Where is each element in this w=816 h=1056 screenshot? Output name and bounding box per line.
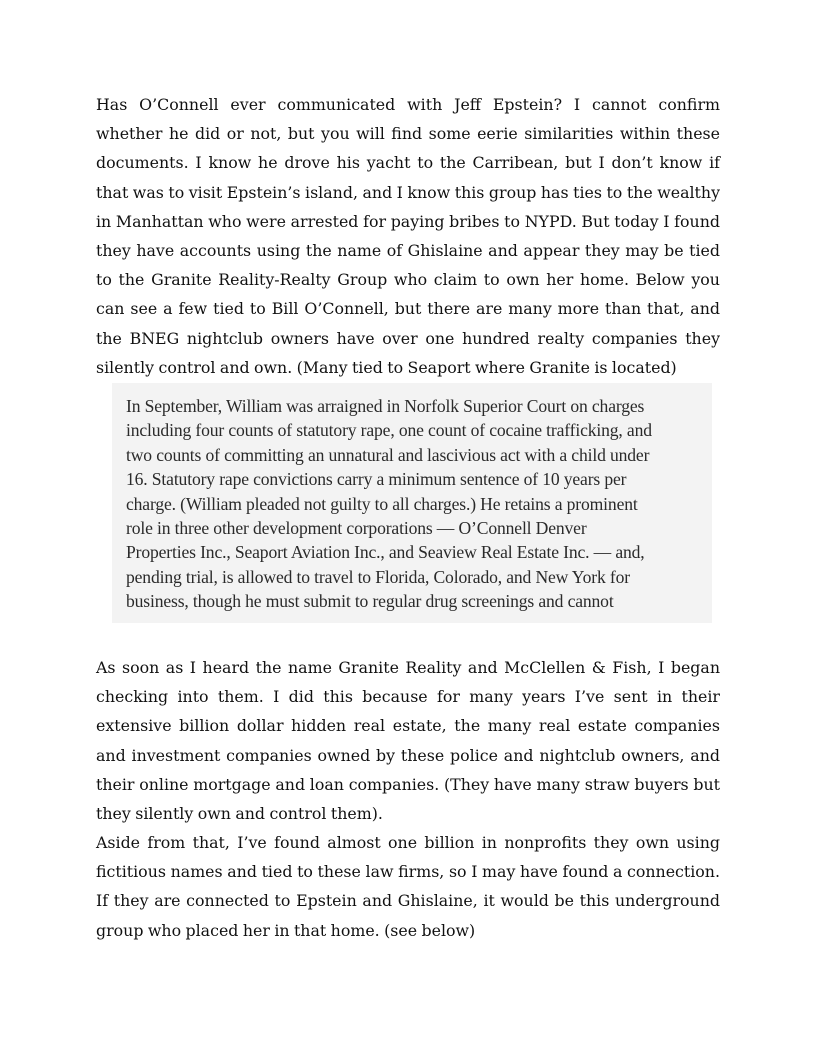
excerpt-line: Properties Inc., Seaport Aviation Inc., and Seaview Real Estate Inc. — and, (126, 542, 645, 563)
excerpt-line: charge. (William pleaded not guilty to all charges.) He retains a prominent (126, 493, 638, 514)
excerpt-line: role in three other development corporations — O’Connell Denver (126, 518, 587, 539)
excerpt-line: pending trial, is allowed to travel to Florida, Colorado, and New York for (126, 566, 630, 587)
body-paragraph-nonprofits: Aside from that, I’ve found almost one billion in nonprofits they own using fictitious names and tied to these law firms, so I may have found a connection. If they are connected to Epstein and Ghislaine, it would be this underground group who placed her in that home. (see below) (96, 833, 720, 940)
excerpt-line: In September, William was arraigned in Norfolk Superior Court on charges (126, 396, 645, 416)
quoted-article-excerpt (112, 383, 712, 623)
excerpt-line: 16. Statutory rape convictions carry a minimum sentence of 10 years per (126, 469, 627, 490)
excerpt-line: business, though he must submit to regular drug screenings and cannot (126, 591, 614, 612)
excerpt-line: two counts of committing an unnatural and lascivious act with a child under (126, 444, 650, 465)
excerpt-text (126, 394, 704, 614)
body-paragraph-intro: Has O’Connell ever communicated with Jeff Epstein? I cannot confirm whether he did or not, but you will find some eerie similarities within these documents. I know he drove his yacht to the Carribean, but I don’t know if that was to visit Epstein’s island, and I know this group has ties to the wealthy in Manhattan who were arrested for paying bribes to NYPD. But today I found they have accounts using the name of Ghislaine and appear they may be tied to the Granite Reality-Realty Group who claim to own her home. Below you can see a few tied to Bill O’Connell, but there are many more than that, and the BNEG nightclub owners have over one hundred realty companies they silently control and own. (Many tied to Seaport where Granite is located) (96, 95, 720, 377)
body-paragraph-investigation: As soon as I heard the name Granite Reality and McClellen & Fish, I began checking into them. I did this because for many years I’ve sent in their extensive billion dollar hidden real estate, the many real estate companies and investment companies owned by these police and nightclub owners, and their online mortgage and loan companies. (They have many straw buyers but they silently own and control them). (96, 658, 720, 824)
excerpt-line: including four counts of statutory rape, one count of cocaine trafficking, and (126, 420, 652, 441)
